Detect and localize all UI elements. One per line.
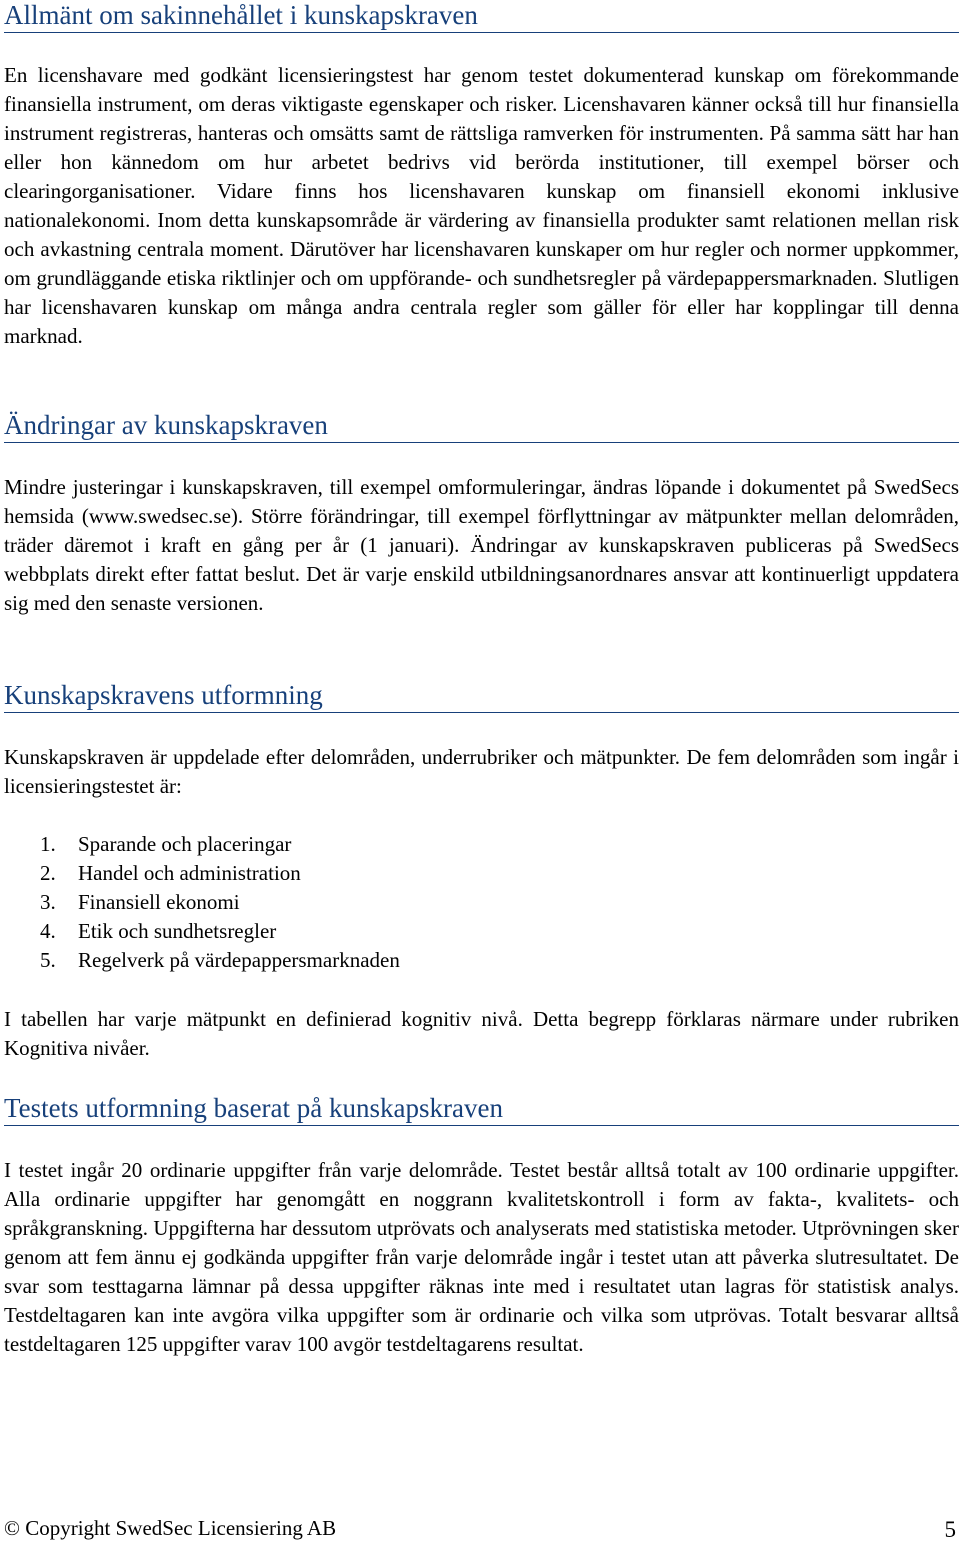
paragraph-test-design: I testet ingår 20 ordinarie uppgifter från varje delområde. Testet består alltså totalt av 100 ordinarie uppgifter. Alla ordinarie uppgifter har genomgått en noggrann kvalitetskontroll i form av fakta-, kvalitets- och språkgranskning. Uppgifterna har dessutom utprövats och analyserats med statistiska metoder. Utprövningen sker genom att fem ännu ej godkända uppgifter från varje delområde ingår i testet utan att påverka slutresultatet. De svar som testtagarna lämnar på dessa uppgifter räknas inte med i resultatet utan lagras för statistisk analys. Testdeltagaren kan inte avgöra vilka uppgifter som är ordinarie och vilka som utprövas. Totalt besvarar alltså testdeltagaren 125 uppgifter varav 100 avgör testdeltagarens resultat. [4, 1158, 959, 1356]
paragraph-structure-outro: I tabellen har varje mätpunkt en definierad kognitiv nivå. Detta begrepp förklaras närmare under rubriken Kognitiva nivåer. [4, 1007, 959, 1060]
copyright-text: © Copyright SwedSec Licensiering AB [4, 1516, 337, 1540]
section-test-design [4, 1093, 959, 1359]
page-number: 5 [944, 1517, 956, 1542]
heading-changes: Ändringar av kunskapskraven [4, 410, 959, 443]
paragraph-general: En licenshavare med godkänt licensieringstest har genom testet dokumenterad kunskap om förekommande finansiella instrument, om deras viktigaste egenskaper och risker. Licenshavaren känner också till hur finansiella instrument registreras, hanteras och omsätts samt de rättsliga ramverken för instrumenten. På samma sätt har han eller hon kännedom om hur arbetet bedrivs vid berörda institutioner, till exempel börser och clearingorganisationer. Vidare finns hos licenshavaren kunskap om finansiell ekonomi inklusive nationalekonomi. Inom detta kunskapsområde är värdering av finansiella produkter samt relationen mellan risk och avkastning centrala moment. Därutöver har licenshavaren kunskaper om hur regler och normer uppkommer, om grundläggande etiska riktlinjer och om uppförande- och sundhetsregler på värdepappersmarknaden. Slutligen har licenshavaren kunskap om många andra centrala regler som gäller för eller har kopplingar till denna marknad. [4, 63, 959, 348]
section-changes [4, 410, 959, 618]
section-structure [4, 680, 959, 1060]
paragraph-changes: Mindre justeringar i kunskapskraven, till exempel omformuleringar, ändras löpande i dokumentet på SwedSecs hemsida (www.swedsec.se). Större förändringar, till exempel förflyttningar av mätpunkter mellan delområden, träder däremot i kraft en gång per år (1 januari). Ändringar av kunskapskraven publiceras på SwedSecs webbplats direkt efter fattat beslut. Det är varje enskild utbildningsanordnares ansvar att kontinuerligt uppdatera sig med den senaste versionen. [4, 475, 959, 615]
paragraph-structure-intro: Kunskapskraven är uppdelade efter delområden, underrubriker och mätpunkter. De fem delområden som ingår i licensieringstestet är: [4, 745, 959, 798]
list-item: 5. Regelverk på värdepappersmarknaden [40, 948, 400, 972]
heading-structure: Kunskapskravens utformning [4, 680, 959, 713]
list-item: 4. Etik och sundhetsregler [40, 919, 277, 943]
list-item: 1. Sparande och placeringar [40, 832, 292, 856]
list-item: 2. Handel och administration [40, 861, 301, 885]
heading-test-design: Testets utformning baserat på kunskapskraven [4, 1093, 959, 1126]
section-general [4, 0, 959, 351]
heading-general: Allmänt om sakinnehållet i kunskapskraven [4, 0, 959, 33]
subject-area-list [40, 830, 400, 975]
list-item: 3. Finansiell ekonomi [40, 890, 240, 914]
